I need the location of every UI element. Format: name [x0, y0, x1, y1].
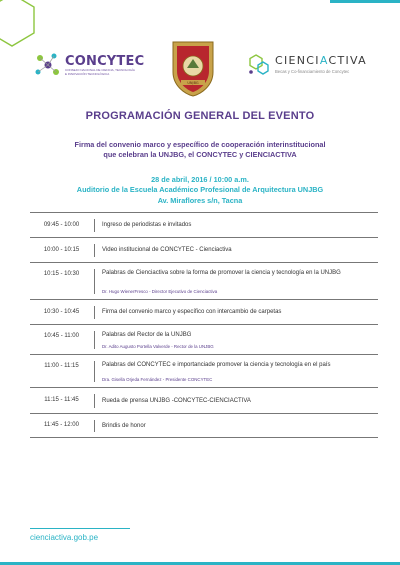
concytec-network-icon	[34, 52, 62, 78]
cienciactiva-hexagon-icon	[247, 52, 271, 76]
page-title: PROGRAMACIÓN GENERAL DEL EVENTO	[85, 110, 315, 122]
event-venue: Auditorio de la Escuela Académico Profesional de Arquitectura UNJBG	[76, 185, 324, 195]
footer-divider	[30, 528, 130, 529]
row-divider	[94, 244, 95, 257]
schedule-activity: Rueda de prensa UNJBG -CONCYTEC-CIENCIACTIVA	[102, 397, 251, 404]
schedule-speaker: Dr. Adito Augusto Portella Valverde - Rector de la UNJBG	[102, 344, 214, 349]
logo-strip	[0, 38, 400, 100]
cienciactiva-subtitle: Becas y Co-financiamiento de Concytec	[275, 69, 350, 74]
schedule-time: 10:15 - 10:30	[43, 271, 80, 277]
schedule-row	[30, 238, 378, 263]
row-divider	[94, 420, 95, 432]
schedule-row	[30, 414, 378, 438]
schedule-row	[30, 388, 378, 414]
schedule-time: 09:45 - 10:00	[43, 221, 80, 228]
concytec-subtitle: CONSEJO NACIONAL DE CIENCIA, TECNOLOGÍA E INNOVACIÓN TECNOLÓGICA	[65, 68, 135, 76]
unjbg-crest-emblem	[167, 38, 219, 98]
schedule-activity: Brindis de honor	[102, 422, 146, 429]
schedule-row	[30, 325, 378, 355]
schedule-activity: Palabras del CONCYTEC e importanciade promover la ciencia y tecnología en el país	[102, 362, 331, 368]
schedule-speaker: Dra. Gisella Orjeda Fernández - Presidente CONCYTEC	[102, 377, 213, 382]
top-accent-bar	[330, 0, 400, 3]
event-address: Av. Miraflores s/n, Tacna	[157, 195, 243, 205]
concytec-name: CONCYTEC	[65, 54, 145, 69]
cienciactiva-name: CIENCIACTIVA	[275, 54, 367, 67]
schedule-activity: Palabras del Rector de la UNJBG	[102, 332, 192, 338]
schedule-row	[30, 213, 378, 238]
schedule-activity: Firma del convenio marco y específico con intercambio de carpetas	[102, 309, 282, 315]
row-divider	[94, 394, 95, 408]
row-divider	[94, 269, 95, 294]
footer-website-link[interactable]: cienciactiva.gob.pe	[30, 533, 99, 542]
cienciactiva-logo	[247, 52, 367, 76]
crest-label: UNJBG	[187, 81, 199, 85]
schedule-activity: Video institucional de CONCYTEC - Cienciactiva	[102, 247, 232, 253]
concytec-logo	[34, 52, 144, 78]
schedule-row	[30, 263, 378, 300]
row-divider	[94, 306, 95, 319]
schedule-time: 10:30 - 10:45	[43, 308, 80, 315]
row-divider	[94, 219, 95, 232]
row-divider	[94, 331, 95, 349]
schedule-activity: Palabras de Cienciactiva sobre la forma de promover la ciencia y tecnología en la UNJBG	[102, 270, 341, 276]
schedule-table	[30, 212, 378, 438]
schedule-row	[30, 355, 378, 388]
row-divider	[94, 361, 95, 382]
schedule-time: 10:00 - 10:15	[43, 246, 80, 253]
event-date: 28 de abril, 2016 / 10:00 a.m.	[151, 175, 249, 184]
schedule-time: 11:15 - 11:45	[44, 397, 79, 403]
event-subtitle: Firma del convenio marco y específico de cooperación interinstitucional que celebran la UNJBG, el CONCYTEC y CIENCIACTIVA	[74, 140, 326, 159]
schedule-speaker: Dr. Hugo WienerFresco - Director Ejecutivo de Cienciactiva	[102, 289, 218, 294]
schedule-row	[30, 300, 378, 325]
schedule-time: 11:45 - 12:00	[44, 422, 79, 428]
schedule-time: 10:45 - 11:00	[44, 333, 79, 339]
event-details	[0, 175, 400, 206]
schedule-time: 11:00 - 11:15	[44, 363, 79, 369]
schedule-activity: Ingreso de periodistas e invitados	[102, 222, 192, 228]
